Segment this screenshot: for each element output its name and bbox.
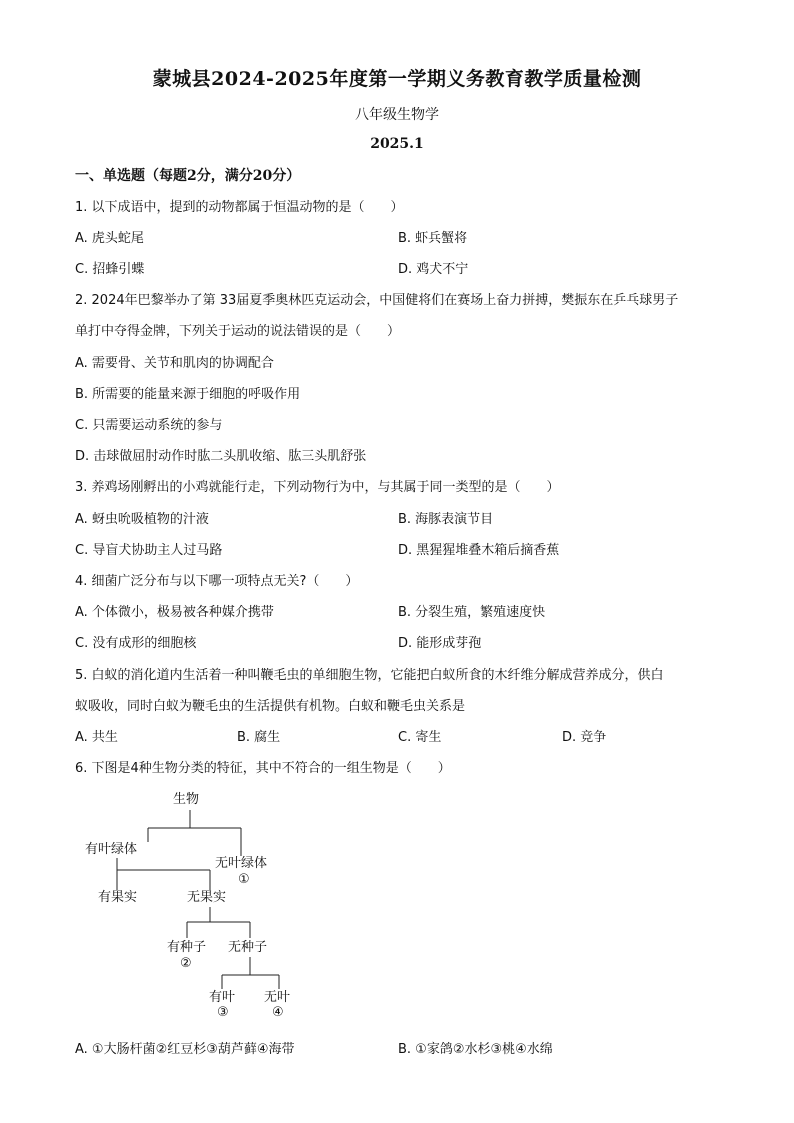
section-heading: 一、单选题（每题2分，满分20分） <box>75 168 301 184</box>
question-5-option-b: B. 腐生 <box>237 730 281 745</box>
exam-date: 2025.1 <box>370 136 424 152</box>
question-2-option-b: B. 所需要的能量来源于细胞的呼吸作用 <box>75 387 301 402</box>
question-2-option-d: D. 击球做屈肘动作时肱二头肌收缩、肱三头肌舒张 <box>75 449 367 464</box>
node-marker-3: ③ <box>217 1005 229 1020</box>
node-marker-2: ② <box>180 956 192 971</box>
page-subtitle: 八年级生物学 <box>355 107 439 123</box>
node-no-fruit: 无果实 <box>187 890 227 905</box>
question-4-stem: 4. 细菌广泛分布与以下哪一项特点无关?（ ） <box>75 574 359 589</box>
question-1-stem: 1. 以下成语中，提到的动物都属于恒温动物的是（ ） <box>75 200 404 215</box>
question-3-option-c: C. 导盲犬协助主人过马路 <box>75 543 223 558</box>
node-no-leaf: 无叶 <box>264 990 291 1005</box>
question-2-stem-line1: 2. 2024年巴黎举办了第 33届夏季奥林匹克运动会，中国健将们在赛场上奋力拼搏，樊振东在乒乓球男子 <box>75 293 679 308</box>
question-5-option-a: A. 共生 <box>75 730 118 745</box>
question-6-option-a: A. ①大肠杆菌②红豆杉③葫芦藓④海带 <box>75 1042 295 1057</box>
node-marker-1: ① <box>238 872 250 887</box>
question-2-stem-line2: 单打中夺得金牌，下列关于运动的说法错误的是（ ） <box>75 324 401 339</box>
question-3-option-b: B. 海豚表演节目 <box>398 512 494 527</box>
node-has-fruit: 有果实 <box>98 890 138 905</box>
question-5-option-d: D. 竞争 <box>562 730 607 745</box>
node-no-chloroplast: 无叶绿体 <box>215 856 268 871</box>
question-2-option-a: A. 需要骨、关节和肌肉的协调配合 <box>75 356 274 371</box>
node-has-leaf: 有叶 <box>209 990 236 1005</box>
node-marker-4: ④ <box>272 1005 284 1020</box>
classification-diagram <box>75 786 335 1026</box>
question-5-stem-line1: 5. 白蚁的消化道内生活着一种叫鞭毛虫的单细胞生物，它能把白蚁所食的木纤维分解成营养成分，供白 <box>75 668 664 683</box>
question-4-option-a: A. 个体微小，极易被各种媒介携带 <box>75 605 274 620</box>
node-no-seed: 无种子 <box>228 940 268 955</box>
question-2-option-c: C. 只需要运动系统的参与 <box>75 418 223 433</box>
question-1-option-b: B. 虾兵蟹将 <box>398 231 468 246</box>
question-1-option-a: A. 虎头蛇尾 <box>75 231 144 246</box>
question-4-option-b: B. 分裂生殖，繁殖速度快 <box>398 605 546 620</box>
node-organism: 生物 <box>173 792 200 807</box>
node-has-chloroplast: 有叶绿体 <box>85 842 138 857</box>
question-5-stem-line2: 蚁吸收，同时白蚁为鞭毛虫的生活提供有机物。白蚁和鞭毛虫关系是 <box>75 699 466 714</box>
question-1-option-d: D. 鸡犬不宁 <box>398 262 469 277</box>
question-3-stem: 3. 养鸡场刚孵出的小鸡就能行走，下列动物行为中，与其属于同一类型的是（ ） <box>75 480 560 495</box>
question-3-option-a: A. 蚜虫吮吸植物的汁液 <box>75 512 209 527</box>
question-1-option-c: C. 招蜂引蝶 <box>75 262 145 277</box>
diagram-connectors <box>75 786 335 1026</box>
page-title: 蒙城县2024-2025年度第一学期义务教育教学质量检测 <box>152 68 642 90</box>
node-has-seed: 有种子 <box>167 940 207 955</box>
question-6-stem: 6. 下图是4种生物分类的特征，其中不符合的一组生物是（ ） <box>75 761 451 776</box>
question-5-option-c: C. 寄生 <box>398 730 442 745</box>
question-6-option-b: B. ①家鸽②水杉③桃④水绵 <box>398 1042 553 1057</box>
question-4-option-d: D. 能形成芽孢 <box>398 636 482 651</box>
question-3-option-d: D. 黑猩猩堆叠木箱后摘香蕉 <box>398 543 560 558</box>
question-4-option-c: C. 没有成形的细胞核 <box>75 636 197 651</box>
